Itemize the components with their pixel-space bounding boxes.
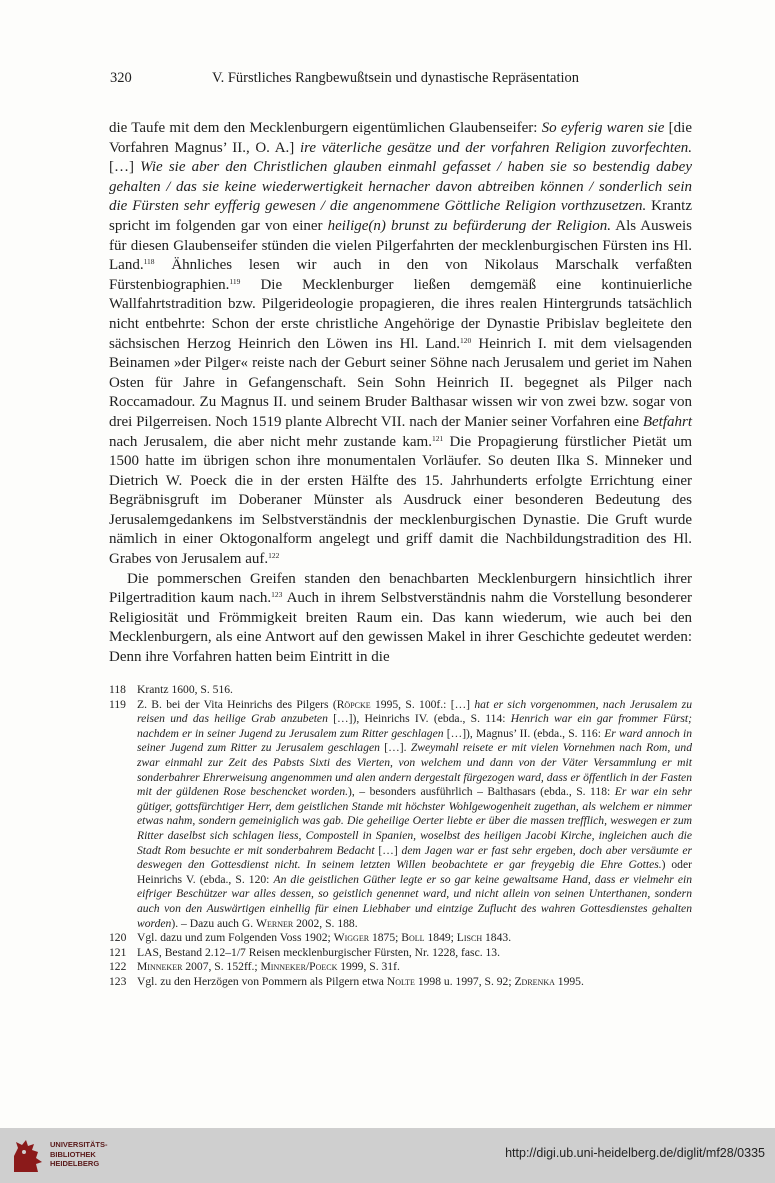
footnotes [109, 683, 692, 989]
footnote-text: Minneker 2007, S. 152ff.; Minneker/Poeck 1999, S. 31f. [137, 960, 400, 974]
text-run: Heinrich I. mit dem vielsagenden Beinamen »der Pilger« reiste nach der Geburt seiner Söhne nach Jerusalem und geriet im Nahen Osten für Jahre in Gefangenschaft. Sein Sohn Heinrich II. begegnet als Pilger nach Roccamadour. Zu Magnus II. und seinem Bruder Balthasar wissen wir von zwei bzw. sogar von drei Pilgerreisen. Noch 1519 plante Albrecht VII. nach der Manier seiner Vorfahren eine [109, 335, 692, 430]
viewer-footer [0, 1128, 775, 1183]
footnote-number: 121 [109, 945, 127, 959]
text-run: [die Vorfahren Magnus’ II., O. A.] [109, 120, 692, 156]
footnote-text: Z. B. bei der Vita Heinrichs des Pilgers (Röpcke 1995, S. 100f.: […] hat er sich vorgenommen, nach Jerusalem zu reisen und das heilige Grab anzubeten […]), Heinrichs IV. (ebda., S. 114: Henrich war ein gar frommer Fürst; nachdem er in seiner Jugend zu Jerusalem zum Ritter geschlagen […]), Magnus’ II. (ebda., S. 116: Er ward annoch in seiner Jugend zum Ritter zu Jerusalem geschlagen […]. Zweymahl reisete er mit vielen Vornehmen nach Rom, und zwar einmahl zur Zeit des Pabsts Sixti des Vierten, von welchem und dann von der Väter Versammlung er mit sonderbahrer Ehrerweisung angenommen und alen andern dergestalt fürgezogen ward, dass er öffentlich in der Fasten mit der güldenen Rose beschencket worden.), – besonders ausführlich – Balthasars (ebda., S. 118: Er war ein sehr gütiger, gottsfürchtiger Herr, dem geistlichen Stande mit höchster Wohlgewogenheit zugethan, als welchem er nimmer etwas nahm, sondern gemeiniglich was gab. Die geheilige Oerter liebte er über die massen trefflich, weswegen er zum Ritter daselbst sich schlagen liess, Compostell in Spanien, woselbst des heiligen Jacobi Kirche, ingleichen auch die Stadt Rom besuchte er mit sonderbahrem Bedacht […] dem Jagen war er fast sehr ergeben, doch aber versäumte er deswegen den Gottesdienst nicht. In seinem letzten Willen beobachtete er gar freygebig die Ehre Gottes.) oder Heinrichs V. (ebda., S. 120: An die geistlichen Güther legte er so gar keine gewaltsame Hand, dass er vielmehr ein eifriger Beschützer war alles dessen, so geistlich genennet ward, und nicht allein von seinen Unterthanen, sondern auch von den Auswärtigen einhellig für einen Liebhaber und eintzige Zuflucht des wahren Gottesdienstes gehalten worden). – Dazu auch G. Werner 2002, S. 188. [137, 697, 692, 930]
footnote-number: 119 [109, 697, 126, 711]
footnote-122 [109, 960, 692, 975]
paragraph [109, 570, 692, 668]
library-name: UNIVERSITÄTS- BIBLIOTHEK HEIDELBERG [50, 1140, 108, 1168]
heidelberg-lion-logo-icon[interactable] [8, 1136, 48, 1176]
text-run: Die Propagierung fürstlicher Pietät um 1500 hatte im übrigen schon ihre monumentalen Vorläufer. So deuten Ilka S. Minneker und Dietrich W. Poeck die in der ersten Hälfte des 15. Jahrhunderts erfolgte Errichtung einer Begräbnisgruft im Doberaner Münster als Ausdruck einer besonderen Bedeutung des Jerusalemgedankens im Selbstverständnis der mecklenburgischen Dynastie. Die Gruft wurde nämlich in einer Oktogonalform angelegt und griff damit die Nachbildungstradition des Hl. Grabes von Jerusalem auf. [109, 433, 692, 568]
page-url-link[interactable]: http://digi.ub.uni-heidelberg.de/diglit/mf28/0335 [505, 1146, 765, 1160]
text-run: […] [109, 159, 141, 176]
footnote-ref[interactable]: 122 [268, 551, 280, 561]
footnote-ref[interactable]: 118 [143, 257, 155, 267]
text-run: Die pommerschen Greifen standen den benachbarten Mecklenburgern hinsichtlich ihrer Pilgertradition kaum nach. [109, 570, 692, 607]
footnote-number: 122 [109, 960, 127, 974]
text-run: Ähnliches lesen wir auch in den von Nikolaus Marschalk verfaßten Fürstenbiographien. [109, 257, 692, 293]
footnote-121 [109, 946, 692, 961]
page-number: 320 [110, 70, 132, 86]
quote-italic: So eyferig waren sie [541, 120, 665, 136]
text-run: Die Mecklenburger ließen demgemäß eine kontinuierliche Wallfahrtstradition bzw. Pilgerideologie propagieren, die ihres realen Hintergrunds tatsächlich nicht entbehrte: Schon der erste christliche Angehörige der Dynastie Pribislav begleitete den sächsischen Herzog Heinrich den Löwen ins Hl. Land. [109, 276, 692, 352]
paragraph [109, 119, 692, 570]
text-run: nach Jerusalem, die aber nicht mehr zustande kam. [109, 433, 432, 450]
footnote-ref[interactable]: 120 [460, 335, 472, 345]
footnote-text: Krantz 1600, S. 516. [137, 683, 233, 696]
footnote-123 [109, 975, 692, 990]
footnote-number: 120 [109, 931, 127, 945]
footnote-text: LAS, Bestand 2.12–1/7 Reisen mecklenburgischer Fürsten, Nr. 1228, fasc. 13. [137, 945, 501, 959]
quote-italic: ire väterliche gesätze und der vorfahren Religion zuvorfechten. [299, 139, 692, 156]
footnote-119 [109, 698, 692, 932]
footnote-ref[interactable]: 121 [431, 433, 444, 443]
text-run: Krantz spricht im folgenden gar von einer [109, 198, 692, 234]
footnote-number: 123 [109, 974, 127, 988]
quote-italic: Wie sie aber den Christlichen glauben einmahl gefasset / haben sie so bestendig dabey gehalten / das sie keine wiederwertigkeit hernacher davon abtreiben können / sonderlich sein die Fürsten sehr eyfferig gewesen / die angenommene Göttliche Religion vorthzusetzen. [109, 159, 692, 215]
text-run: die Taufe mit dem den Mecklenburgern eigentümlichen Glaubenseifer: [109, 120, 542, 136]
footnote-ref[interactable]: 123 [271, 590, 283, 600]
footnote-number: 118 [109, 683, 126, 696]
running-title: V. Fürstliches Rangbewußtsein und dynastische Repräsentation [212, 70, 580, 86]
quote-italic: heilige(n) brunst zu befürderung der Religion. [327, 217, 612, 234]
text-run: Als Ausweis für diesen Glaubenseifer stünden die vielen Pilgerfahrten der mecklenburgischen Fürsten ins Hl. Land. [109, 217, 692, 274]
footnote-text: Vgl. zu den Herzögen von Pommern als Pilgern etwa Nolte 1998 u. 1997, S. 92; Zdrenka 1995. [137, 974, 584, 988]
footnote-120 [109, 931, 692, 946]
footnote-text: Vgl. dazu und zum Folgenden Voss 1902; Wigger 1875; Boll 1849; Lisch 1843. [137, 931, 512, 945]
text-run: Auch in ihrem Selbstverständnis nahm die Vorstellung besonderer Religiosität und Frömmigkeit breiten Raum ein. Das kann wiederum, wie auch bei den Mecklenburgern, als eine Antwort auf den gewissen Makel in ihrer Geschichte gedeutet werden: Denn ihre Vorfahren hatten beim Eintritt in die [109, 590, 692, 666]
footnote-118 [109, 683, 692, 698]
main-text [109, 119, 692, 668]
quote-italic: Betfahrt [642, 413, 692, 430]
footnote-ref[interactable]: 119 [229, 276, 241, 286]
